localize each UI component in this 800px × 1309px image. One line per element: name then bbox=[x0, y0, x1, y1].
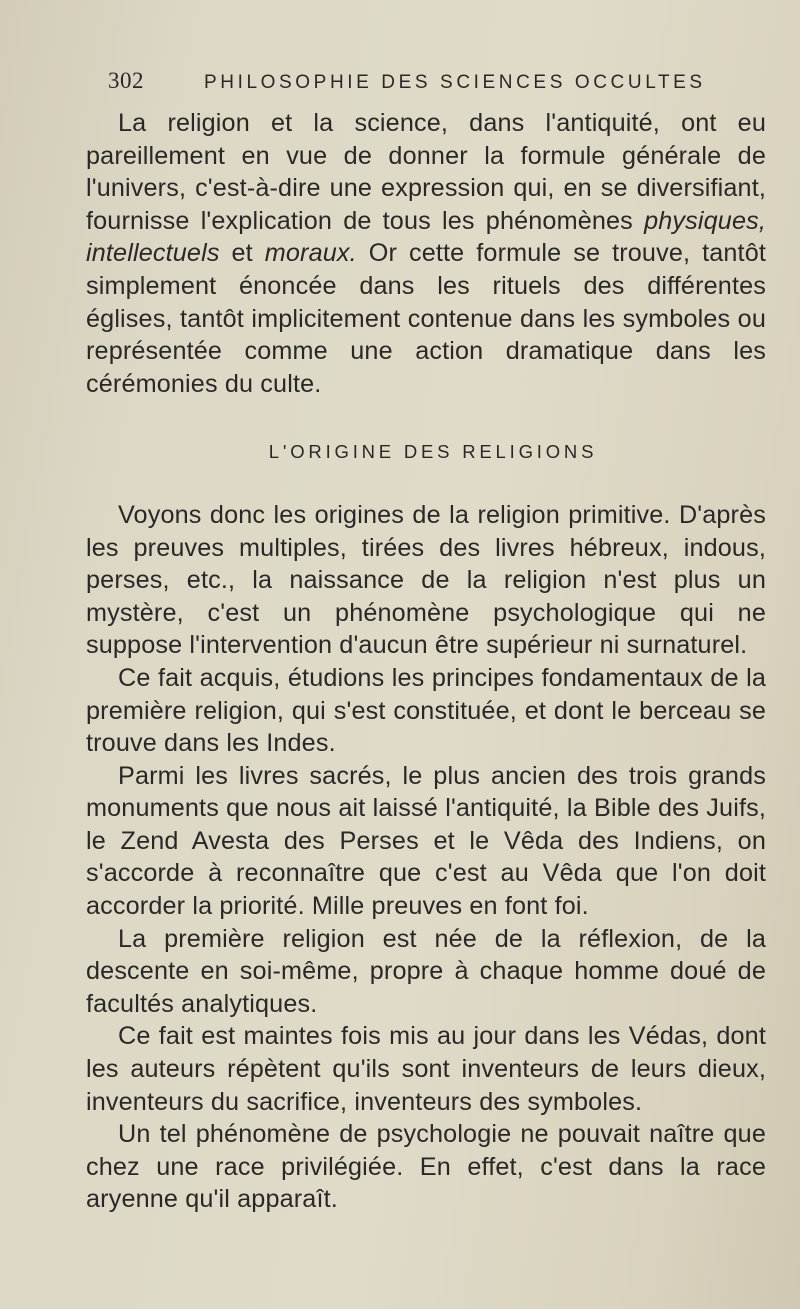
page-number: 302 bbox=[108, 68, 144, 93]
paragraph: Voyons donc les origines de la religion primitive. D'après les preuves multiples, tirées des livres hébreux, indous, perses, etc., la naissance de la religion n'est plus un mystère, c'est un phénomène psychologique qui ne suppose l'intervention d'aucun être supérieur ni surnaturel. bbox=[86, 500, 766, 660]
paragraph: Un tel phénomène de psychologie ne pouvait naître que chez une race privilégiée. En effet, c'est dans la race aryenne qu'il apparaît. bbox=[86, 1120, 766, 1214]
paragraph: Ce fait acquis, étudions les principes fondamentaux de la première religion, qui s'est constituée, et dont le berceau se trouve dans les Indes. bbox=[86, 663, 766, 758]
intro-paragraph bbox=[86, 107, 766, 400]
running-title: PHILOSOPHIE DES SCIENCES OCCULTES bbox=[204, 72, 706, 93]
paragraph: Parmi les livres sacrés, le plus ancien des trois grands monuments que nous ait laissé l'antiquité, la Bible des Juifs, le Zend Avesta des Perses et le Vêda des Indiens, on s'accorde à reconnaître que c'est au Vêda que l'on doit accorder la priorité. Mille preuves en font foi. bbox=[86, 761, 766, 921]
intro-text-part-3: Or cette formule se trouve, tantôt simplement énoncée dans les rituels des différentes églises, tantôt implicitement contenue dans les symboles ou représentée comme une action dramatique dans les cérémonies du culte. bbox=[86, 239, 767, 398]
paragraph: Ce fait est maintes fois mis au jour dans les Védas, dont les auteurs répètent qu'ils sont inventeurs de leurs dieux, inventeurs du sacrifice, inventeurs des symboles. bbox=[86, 1022, 766, 1116]
intro-italic-2: moraux. bbox=[264, 239, 357, 268]
intro-italic-1: physiques, intellectuels bbox=[86, 206, 766, 268]
body-text bbox=[86, 107, 766, 1216]
intro-text-part-1: La religion et la science, dans l'antiquité, ont eu pareillement en vue de donner la formule générale de l'univers, c'est-à-dire une expression qui, en se diversifiant, fournisse l'explication de tous les phénomènes bbox=[86, 109, 766, 235]
running-head bbox=[108, 68, 788, 102]
section-heading: L'ORIGINE DES RELIGIONS bbox=[268, 441, 598, 463]
paragraph: La première religion est née de la réflexion, de la descente en soi-même, propre à chaque homme doué de facultés analytiques. bbox=[86, 924, 766, 1018]
intro-text-part-2: et bbox=[219, 239, 265, 268]
